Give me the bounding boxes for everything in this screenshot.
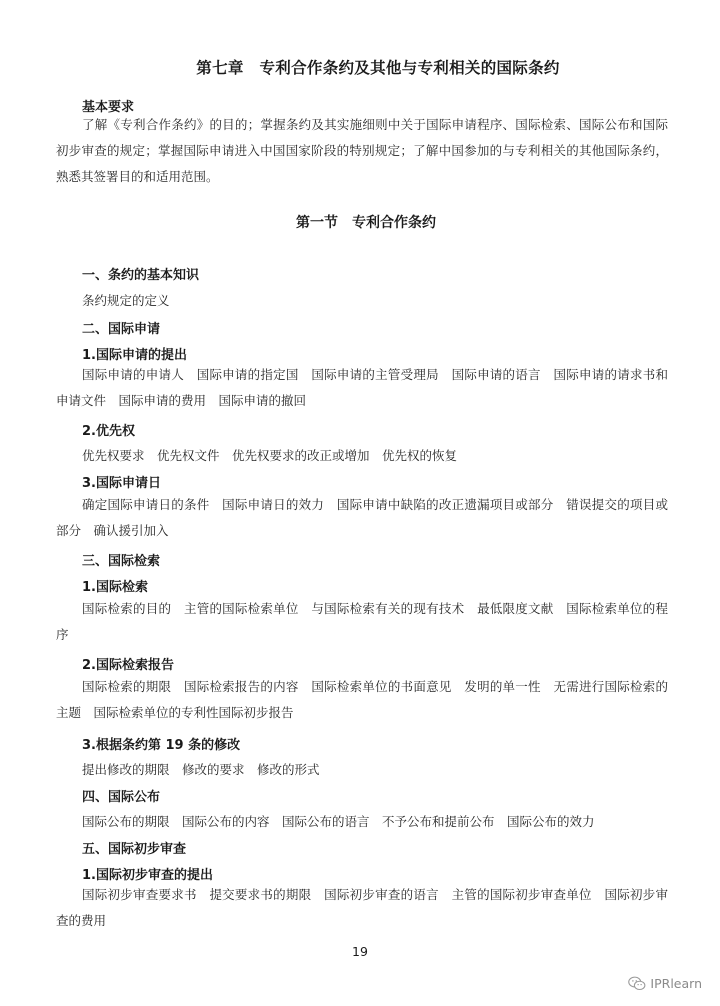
watermark-text: IPRlearn [650,976,702,991]
basic-requirements-text: 了解《专利合作条约》的目的；掌握条约及其实施细则中关于国际申请程序、国际检索、国际公布和国际初步审查的规定；掌握国际申请进入中国国家阶段的特别规定；了解中国参加的与专利相关的其他国际条约，熟悉其签署目的和适用范围。 [56,117,668,184]
text-article-19: 提出修改的期限 修改的要求 修改的形式 [82,762,320,777]
text-search: 国际检索的目的 主管的国际检索单位 与国际检索有关的现有技术 最低限度文献 国际检索单位的程序 [56,601,668,642]
watermark [628,976,702,991]
text-treaty-definitions: 条约规定的定义 [82,293,170,308]
chapter-title: 第七章 专利合作条约及其他与专利相关的国际条约 [196,59,560,77]
text-examination-demand: 国际初步审查要求书 提交要求书的期限 国际初步审查的语言 主管的国际初步审查单位 国际初步审查的费用 [56,887,668,928]
heading-international-search: 三、国际检索 [82,554,161,569]
section-title: 第一节 专利合作条约 [296,215,436,231]
text-filing-date: 确定国际申请日的条件 国际申请日的效力 国际申请中缺陷的改正遗漏项目或部分 错误提交的项目或部分 确认援引加入 [56,497,668,538]
subheading-search: 1.国际检索 [82,580,148,595]
heading-international-application: 二、国际申请 [82,322,161,337]
subheading-priority: 2.优先权 [82,424,135,439]
subheading-search-report: 2.国际检索报告 [82,658,174,673]
subheading-article-19: 3.根据条约第 19 条的修改 [82,738,241,753]
heading-treaty-basics: 一、条约的基本知识 [82,268,200,283]
text-filing: 国际申请的申请人 国际申请的指定国 国际申请的主管受理局 国际申请的语言 国际申请的请求书和申请文件 国际申请的费用 国际申请的撤回 [56,367,668,408]
heading-preliminary-examination: 五、国际初步审查 [82,842,187,857]
text-search-report: 国际检索的期限 国际检索报告的内容 国际检索单位的书面意见 发明的单一性 无需进行国际检索的主题 国际检索单位的专利性国际初步报告 [56,679,668,720]
page-number: 19 [352,944,368,959]
basic-requirements-heading: 基本要求 [82,100,135,115]
subheading-filing-date: 3.国际申请日 [82,476,161,491]
subheading-examination-demand: 1.国际初步审查的提出 [82,868,213,883]
text-priority: 优先权要求 优先权文件 优先权要求的改正或增加 优先权的恢复 [82,448,458,463]
subheading-filing: 1.国际申请的提出 [82,348,187,363]
wechat-icon [628,976,646,991]
text-publication: 国际公布的期限 国际公布的内容 国际公布的语言 不予公布和提前公布 国际公布的效力 [82,814,595,829]
heading-international-publication: 四、国际公布 [82,790,161,805]
